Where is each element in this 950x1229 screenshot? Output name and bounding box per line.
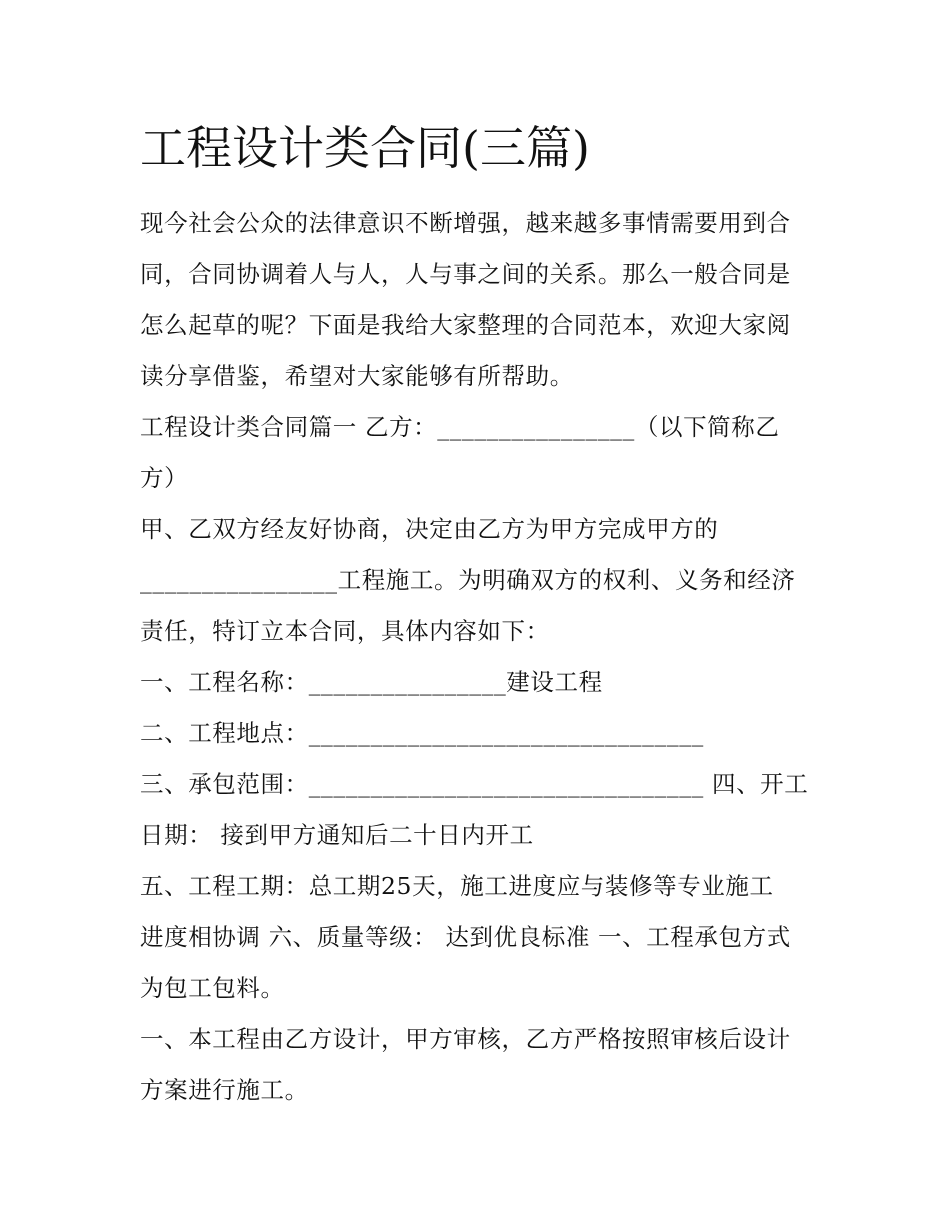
text-line: 甲、乙双方经友好协商，决定由乙方为甲方完成甲方的 — [140, 515, 719, 543]
text-line: 责任，特订立本合同，具体内容如下： — [140, 617, 550, 645]
text-line: 三、承包范围：________________________________ 四、开工 — [140, 770, 809, 798]
text-line: 日期： 接到甲方通知后二十日内开工 — [140, 821, 534, 849]
text-line: 五、工程工期：总工期25天，施工进度应与装修等专业施工 — [140, 872, 774, 900]
document-title: 工程设计类合同(三篇) — [140, 121, 590, 175]
text-line: 工程设计类合同篇一 乙方：________________（以下简称乙 — [140, 413, 780, 441]
text-line: 方） — [140, 464, 189, 492]
text-line: 为包工包料。 — [140, 974, 285, 1002]
text-line: 现今社会公众的法律意识不断增强，越来越多事情需要用到合 — [140, 209, 791, 237]
text-line: 一、本工程由乙方设计，甲方审核，乙方严格按照审核后设计 — [140, 1025, 791, 1053]
document-body — [140, 198, 812, 1116]
text-line: 方案进行施工。 — [140, 1076, 309, 1104]
text-line: 怎么起草的呢？下面是我给大家整理的合同范本，欢迎大家阅 — [140, 311, 791, 339]
text-line: 读分享借鉴，希望对大家能够有所帮助。 — [140, 362, 574, 390]
text-line: ________________工程施工。为明确双方的权利、义务和经济 — [140, 566, 796, 594]
text-line: 二、工程地点：________________________________ — [140, 719, 704, 747]
text-line: 进度相协调 六、质量等级： 达到优良标准 一、工程承包方式 — [140, 923, 791, 951]
text-line: 一、工程名称：________________建设工程 — [140, 668, 603, 696]
text-line: 同，合同协调着人与人，人与事之间的关系。那么一般合同是 — [140, 260, 791, 288]
